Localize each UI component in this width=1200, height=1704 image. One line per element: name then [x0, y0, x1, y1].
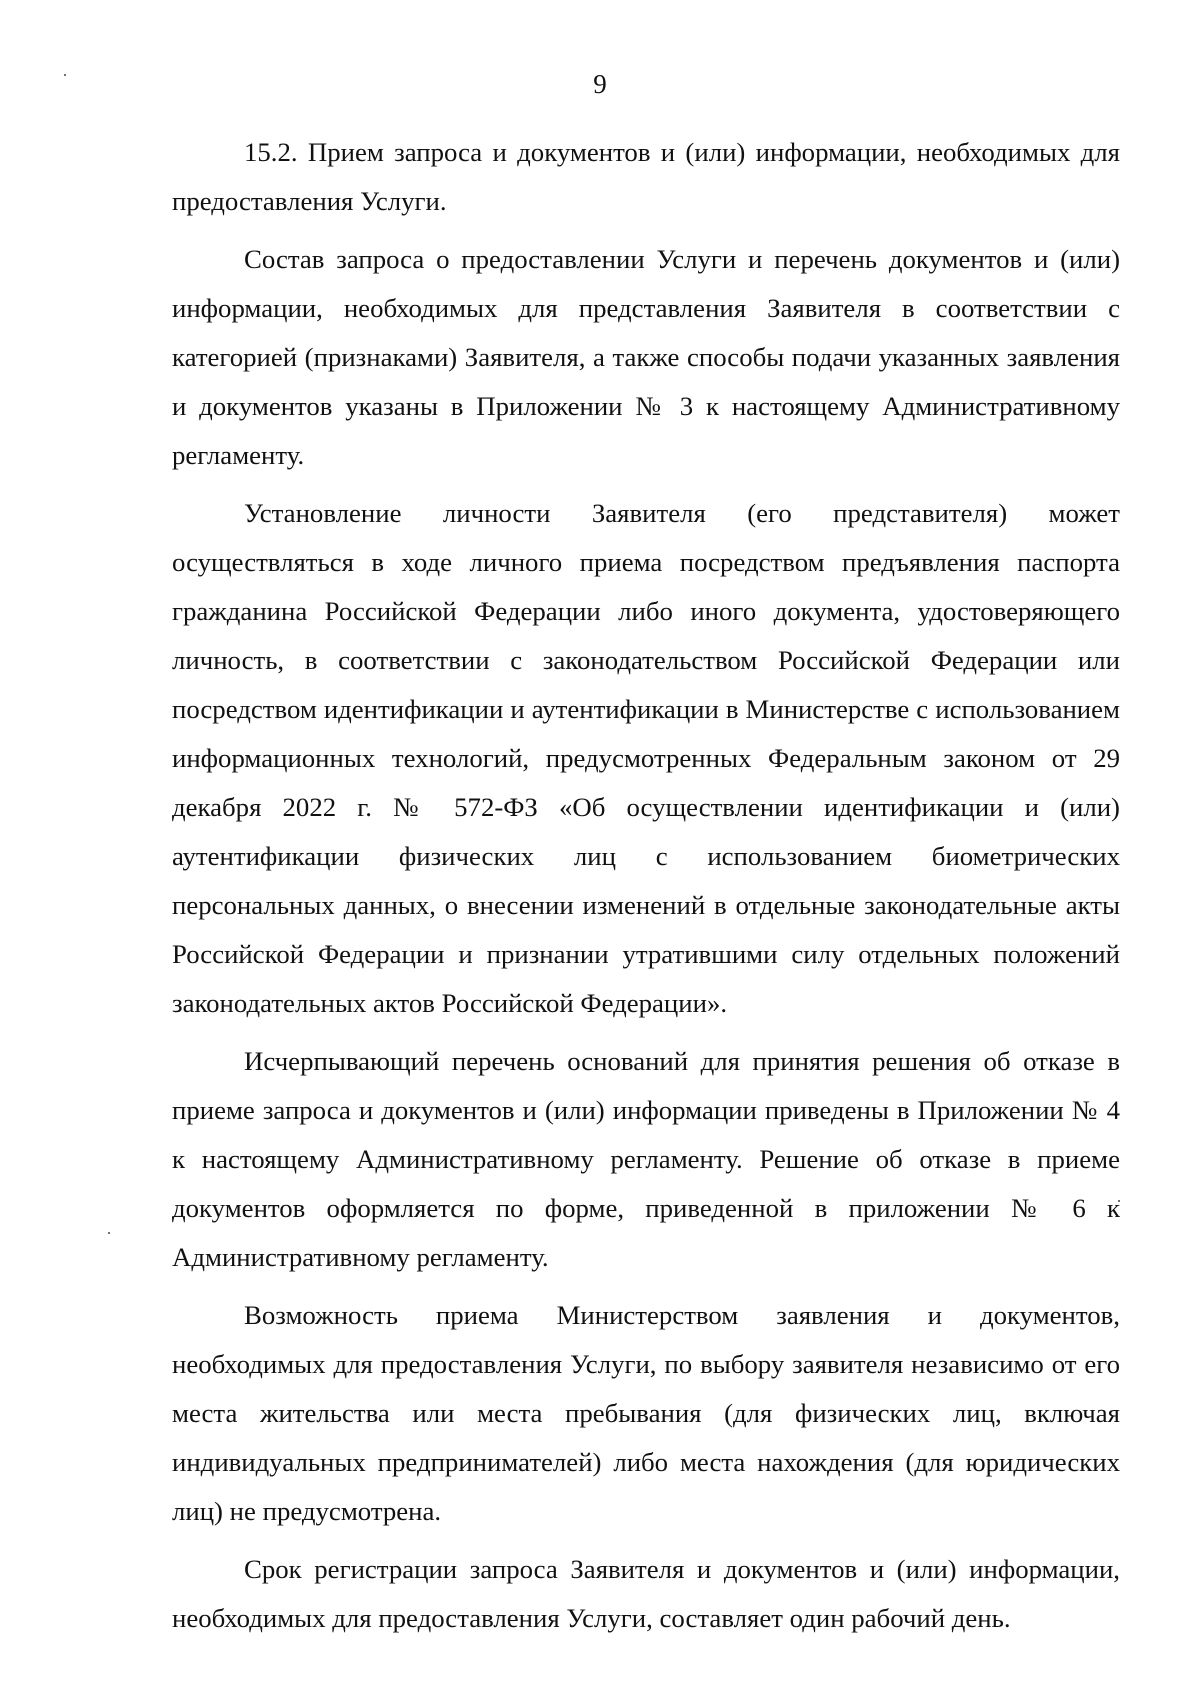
scan-speck	[64, 74, 66, 76]
scan-speck	[108, 1232, 110, 1234]
paragraph-registration-term: Срок регистрации запроса Заявителя и документов и (или) информации, необходимых для предоставления Услуги, составляет один рабочий день.	[172, 1554, 1120, 1633]
document-body	[172, 128, 1120, 1652]
page-number: 9	[593, 69, 607, 99]
paragraph-identity-verification: Установление личности Заявителя (его представителя) может осуществляться в ходе личного приема посредством предъявления паспорта гражданина Российской Федерации либо иного документа, удостоверяющего личность, в соответствии с законодательством Российской Федерации или посредством идентификации и аутентификации в Министерстве с использованием информационных технологий, предусмотренных Федеральным законом от 29 декабря 2022 г. № 572-ФЗ «Об осуществлении идентификации и (или) аутентификации физических лиц с использованием биометрических персональных данных, о внесении изменений в отдельные законодательные акты Российской Федерации и признании утратившими силу отдельных положений законодательных актов Российской Федерации».	[172, 498, 1120, 1018]
paragraph-extraterritorial: Возможность приема Министерством заявления и документов, необходимых для предоставления Услуги, по выбору заявителя независимо от его места жительства или места пребывания (для физических лиц, включая индивидуальных предпринимателей) либо места нахождения (для юридических лиц) не предусмотрена.	[172, 1300, 1120, 1526]
paragraph-section-15-2: 15.2. Прием запроса и документов и (или) информации, необходимых для предоставления Услуги.	[172, 137, 1120, 216]
paragraph-request-composition: Состав запроса о предоставлении Услуги и перечень документов и (или) информации, необходимых для представления Заявителя в соответствии с категорией (признаками) Заявителя, а также способы подачи указанных заявления и документов указаны в Приложении № 3 к настоящему Административному регламенту.	[172, 244, 1120, 470]
paragraph-refusal-grounds: Исчерпывающий перечень оснований для принятия решения об отказе в приеме запроса и документов и (или) информации приведены в Приложении № 4 к настоящему Административному регламенту. Решение об отказе в приеме документов оформляется по форме, приведенной в приложении № 6 к Административному регламенту.	[172, 1046, 1120, 1272]
